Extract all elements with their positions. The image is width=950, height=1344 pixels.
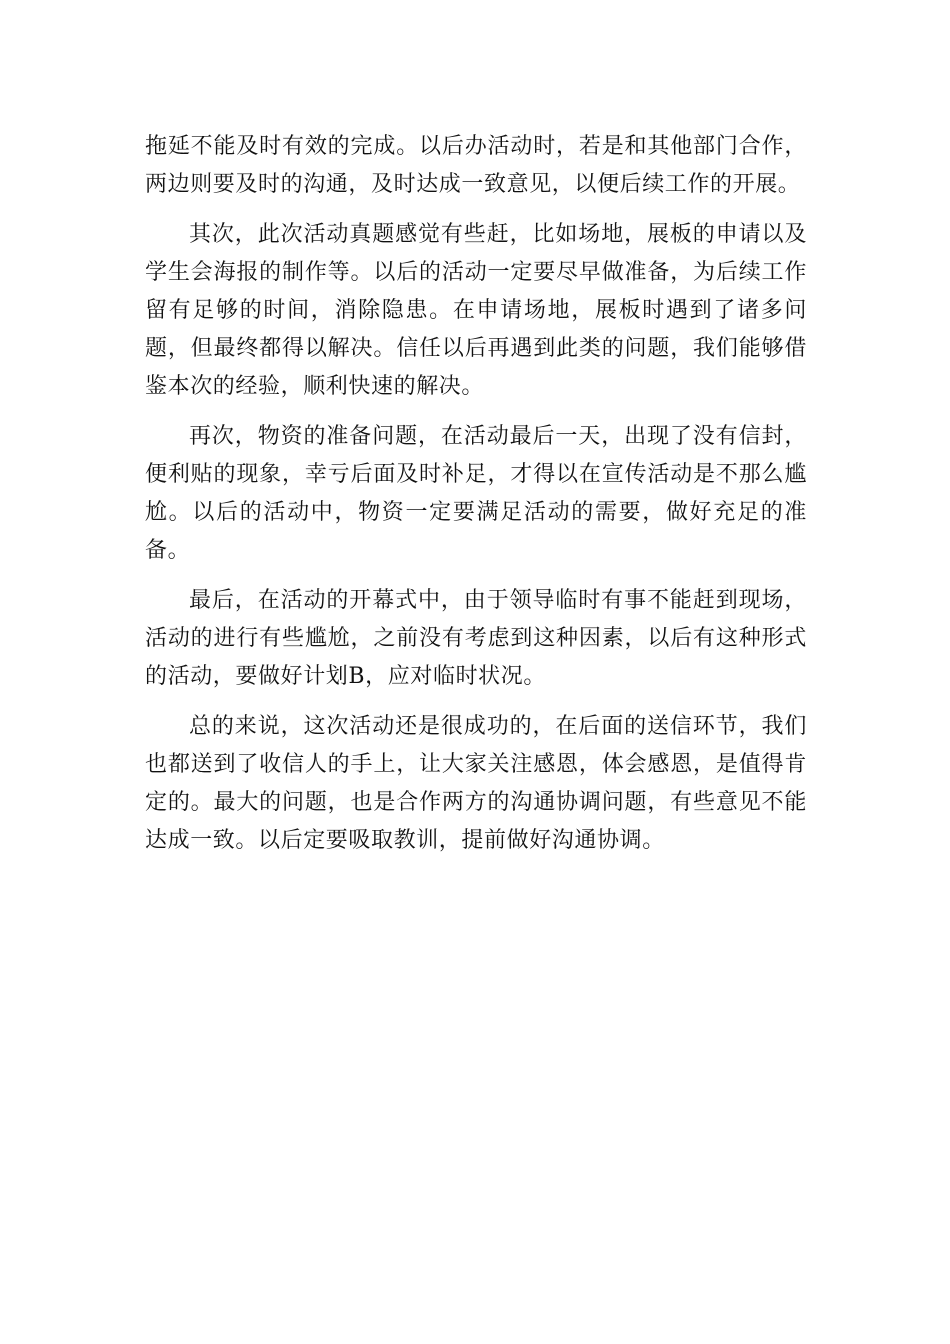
paragraph-continuation: 拖延不能及时有效的完成。以后办活动时，若是和其他部门合作，两边则要及时的沟通，及时达成一致意见，以便后续工作的开展。 bbox=[145, 134, 807, 197]
document-body bbox=[145, 128, 807, 866]
paragraph-second-point: 其次，此次活动真题感觉有些赶，比如场地，展板的申请以及学生会海报的制作等。以后的活动一定要尽早做准备，为后续工作留有足够的时间，消除隐患。在申请场地，展板时遇到了诸多问题，但最终都得以解决。信任以后再遇到此类的问题，我们能够借鉴本次的经验，顺利快速的解决。 bbox=[145, 222, 807, 399]
paragraph-third-point: 再次，物资的准备问题，在活动最后一天，出现了没有信封，便利贴的现象，幸亏后面及时补足，才得以在宣传活动是不那么尴尬。以后的活动中，物资一定要满足活动的需要，做好充足的准备。 bbox=[145, 424, 807, 563]
paragraph-summary: 总的来说，这次活动还是很成功的，在后面的送信环节，我们也都送到了收信人的手上，让大家关注感恩，体会感恩，是值得肯定的。最大的问题，也是合作两方的沟通协调问题，有些意见不能达成一致。以后定要吸取教训，提前做好沟通协调。 bbox=[145, 714, 807, 853]
paragraph-final-point: 最后，在活动的开幕式中，由于领导临时有事不能赶到现场，活动的进行有些尴尬，之前没有考虑到这种因素，以后有这种形式的活动，要做好计划B，应对临时状况。 bbox=[145, 588, 807, 689]
